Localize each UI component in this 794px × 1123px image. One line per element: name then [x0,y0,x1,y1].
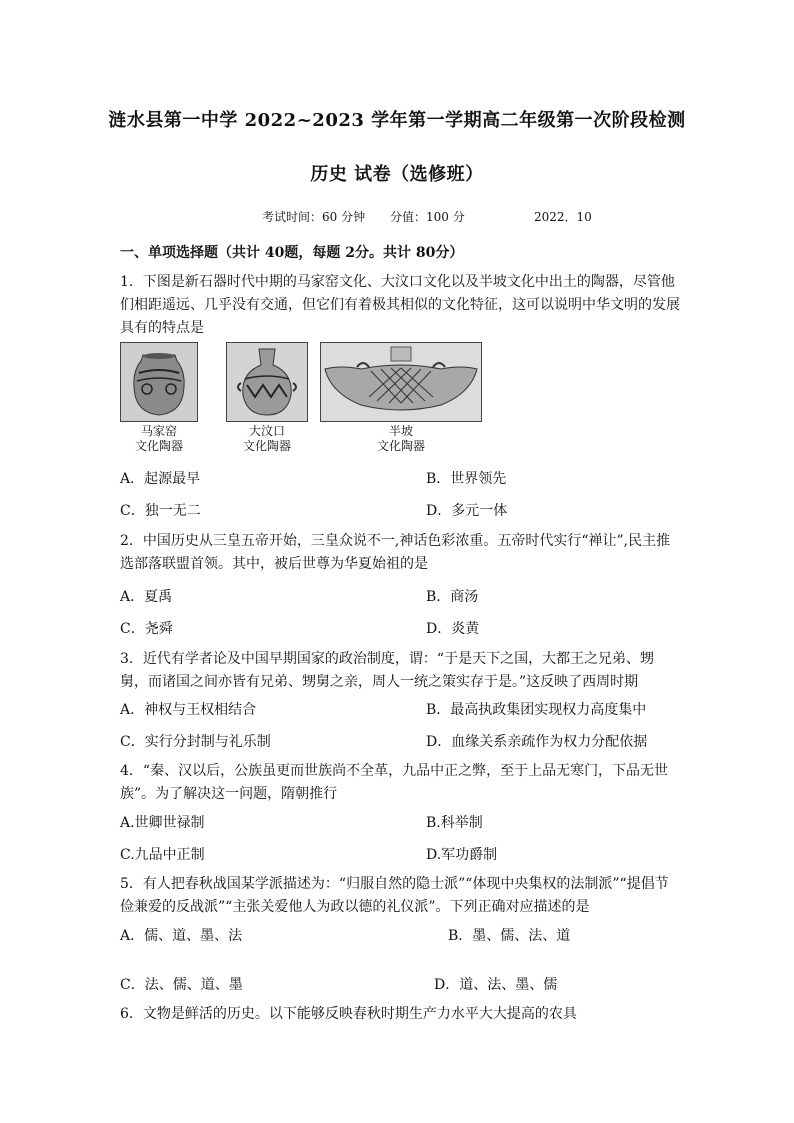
q2-option-c[interactable]: C．尧舜 [120,621,173,637]
caption-banpo-line2: 文化陶器 [376,439,425,453]
caption-dawenkou-line1: 大汶口 [248,424,285,438]
q1-option-d[interactable]: D．多元一体 [426,503,508,519]
question-2-stem: 2．中国历史从三皇五帝开始，三皇众说不一,神话色彩浓重。五帝时代实行“禅让”,民主推选部落联盟首领。其中，被后世尊为华夏始祖的是 [120,533,671,572]
q3-option-b[interactable]: B．最高执政集团实现权力高度集中 [426,702,647,718]
question-1-stem: 1．下图是新石器时代中期的马家窑文化、大汶口文化以及半坡文化中出土的陶器，尽管他们相距遥远、几乎没有交通，但它们有着极其相似的文化特征，这可以说明中华文明的发展具有的特点是 [120,274,680,336]
q3-option-d[interactable]: D．血缘关系亲疏作为权力分配依据 [426,734,648,750]
q3-option-c[interactable]: C．实行分封制与礼乐制 [120,734,271,750]
q4-option-c[interactable]: C.九品中正制 [120,847,205,863]
pottery-figure [120,342,482,454]
q4-option-a[interactable]: A.世卿世禄制 [120,815,205,831]
caption-banpo-line1: 半坡 [388,424,413,438]
q5-option-d[interactable]: D．道、法、墨、儒 [434,977,558,993]
question-4-stem: 4．“秦、汉以后，公族虽更而世族尚不全革，九品中正之弊，至于上品无寒门，下品无世族”。为了解决这一问题，隋朝推行 [120,763,669,802]
question-3-stem: 3．近代有学者论及中国早期国家的政治制度，谓：“于是天下之国，大都王之兄弟、甥舅，而诸国之间亦皆有兄弟、甥舅之亲，周人一统之策实存于是。”这反映了西周时期 [120,651,655,690]
caption-dawenkou-line2: 文化陶器 [242,439,291,453]
section-title: 一、单项选择题（共计 40题，每题 2分。共计 80分） [120,245,464,261]
caption-majiayao-line2: 文化陶器 [134,439,183,453]
q1-option-a[interactable]: A．起源最早 [120,471,201,487]
q5-option-b[interactable]: B．墨、儒、法、道 [448,928,571,944]
exam-subtitle: 历史 试卷（选修班） [310,164,484,185]
exam-date: 2022．10 [534,210,592,224]
majiayao-pottery-image [120,342,198,422]
q4-option-b[interactable]: B.科举制 [426,815,483,831]
q1-option-b[interactable]: B．世界领先 [426,471,507,487]
exam-title: 涟水县第一中学 2022~2023 学年第一学期高二年级第一次阶段检测 [108,110,686,131]
q5-option-c[interactable]: C．法、儒、道、墨 [120,977,243,993]
exam-score: 分值：100 分 [390,210,465,224]
q1-option-c[interactable]: C．独一无二 [120,503,201,519]
q5-option-a[interactable]: A．儒、道、墨、法 [120,928,243,944]
question-5-stem: 5．有人把春秋战国某学派描述为：“归服自然的隐士派”“体现中央集权的法制派”“提倡节俭兼爱的反战派”“主张关爱他人为政以德的礼仪派”。下列正确对应描述的是 [120,876,669,915]
q4-option-d[interactable]: D.军功爵制 [426,847,498,863]
banpo-pottery-image [320,342,482,422]
q2-option-a[interactable]: A．夏禹 [120,589,173,605]
exam-time: 考试时间：60 分钟 [262,210,366,224]
dawenkou-pottery-image [226,342,308,422]
question-6-stem: 6．文物是鲜活的历史。以下能够反映春秋时期生产力水平大大提高的农具 [120,1006,577,1022]
q2-option-d[interactable]: D．炎黄 [426,621,480,637]
q3-option-a[interactable]: A．神权与王权相结合 [120,702,257,718]
q2-option-b[interactable]: B．商汤 [426,589,479,605]
caption-majiayao-line1: 马家窑 [140,424,177,438]
